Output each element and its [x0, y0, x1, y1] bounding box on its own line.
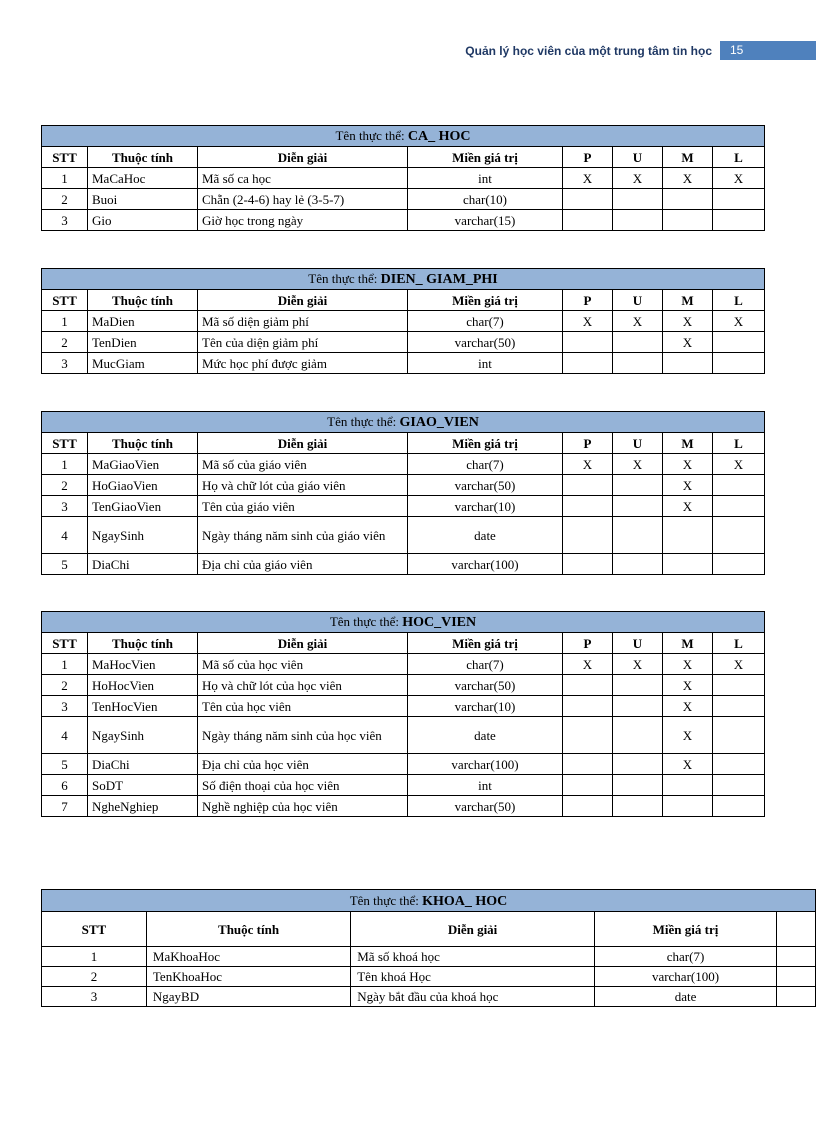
table-cell — [563, 189, 613, 210]
table-cell: char(7) — [408, 311, 563, 332]
entity-name: KHOA_ HOC — [422, 893, 508, 909]
column-header: L — [713, 290, 765, 311]
column-header: STT — [42, 912, 147, 947]
table-row — [42, 332, 765, 353]
entity-table-khoa-hoc — [41, 889, 816, 1007]
column-header: STT — [42, 433, 88, 454]
table-cell: MucGiam — [88, 353, 198, 374]
table-row — [42, 311, 765, 332]
column-header: STT — [42, 147, 88, 168]
table-cell: X — [713, 654, 765, 675]
table-cell: date — [408, 717, 563, 754]
table-cell: Số điện thoại của học viên — [198, 775, 408, 796]
table-cell: Buoi — [88, 189, 198, 210]
entity-name: GIAO_VIEN — [399, 415, 479, 430]
table-cell: Mã số diện giảm phí — [198, 311, 408, 332]
table-cell: NgheNghiep — [88, 796, 198, 817]
table-cell: 5 — [42, 554, 88, 575]
entity-table — [41, 125, 765, 231]
table-cell: char(7) — [408, 654, 563, 675]
table-cell — [713, 717, 765, 754]
table-cell: Họ và chữ lót của học viên — [198, 675, 408, 696]
table-cell: 1 — [42, 311, 88, 332]
table-cell: X — [663, 311, 713, 332]
column-header: P — [563, 433, 613, 454]
table-cell: X — [663, 496, 713, 517]
table-cell: X — [563, 311, 613, 332]
column-header: Thuộc tính — [88, 290, 198, 311]
table-cell: NgaySinh — [88, 717, 198, 754]
table-cell — [713, 517, 765, 554]
column-header: Miền giá trị — [594, 912, 776, 947]
caption-prefix: Tên thực thể: — [349, 892, 419, 908]
table-cell: varchar(50) — [408, 796, 563, 817]
column-header: M — [663, 433, 713, 454]
column-header: Thuộc tính — [88, 633, 198, 654]
column-header: Thuộc tính — [146, 912, 350, 947]
table-row — [42, 987, 816, 1007]
column-header: U — [613, 433, 663, 454]
column-header: Diễn giải — [198, 633, 408, 654]
table-cell: 1 — [42, 168, 88, 189]
table-cell: MaKhoaHoc — [146, 947, 350, 967]
entity-caption — [42, 890, 816, 912]
header-title: Quản lý học viên của một trung tâm tin học — [465, 44, 712, 58]
table-cell — [613, 717, 663, 754]
table-row — [42, 947, 816, 967]
column-header: L — [713, 147, 765, 168]
table-cell: varchar(50) — [408, 332, 563, 353]
table-cell: X — [663, 754, 713, 775]
table-cell: TenHocVien — [88, 696, 198, 717]
table-cell — [713, 696, 765, 717]
table-cell: 1 — [42, 654, 88, 675]
table-cell: Giờ học trong ngày — [198, 210, 408, 231]
table-cell: Mã số của học viên — [198, 654, 408, 675]
column-header: L — [713, 633, 765, 654]
table-cell: TenKhoaHoc — [146, 967, 350, 987]
table-cell — [563, 775, 613, 796]
table-cell: X — [663, 332, 713, 353]
table-cell: 5 — [42, 754, 88, 775]
table-cell: X — [713, 168, 765, 189]
table-row — [42, 696, 765, 717]
caption-prefix: Tên thực thể: — [327, 414, 397, 429]
table-cell: varchar(50) — [408, 675, 563, 696]
table-cell: MaGiaoVien — [88, 454, 198, 475]
table-cell: X — [563, 654, 613, 675]
table-cell: 2 — [42, 675, 88, 696]
table-cell — [613, 332, 663, 353]
table-cell: X — [663, 454, 713, 475]
column-header: P — [563, 633, 613, 654]
table-row — [42, 517, 765, 554]
caption-prefix: Tên thực thể: — [308, 271, 378, 286]
table-cell: Ngày tháng năm sinh của giáo viên — [198, 517, 408, 554]
entity-caption — [42, 269, 765, 290]
table-cell: 7 — [42, 796, 88, 817]
column-header: M — [663, 290, 713, 311]
table-cell: varchar(100) — [408, 554, 563, 575]
table-row — [42, 496, 765, 517]
table-cell — [613, 496, 663, 517]
table-cell — [613, 696, 663, 717]
caption-prefix: Tên thực thể: — [335, 128, 405, 143]
table-cell: X — [713, 311, 765, 332]
table-cell: MaCaHoc — [88, 168, 198, 189]
table-cell — [563, 353, 613, 374]
entity-caption — [42, 612, 765, 633]
entity-table — [41, 411, 765, 575]
table-cell — [563, 554, 613, 575]
table-cell: 3 — [42, 210, 88, 231]
column-header: U — [613, 147, 663, 168]
table-row — [42, 353, 765, 374]
table-row — [42, 189, 765, 210]
table-cell: Nghề nghiệp của học viên — [198, 796, 408, 817]
table-cell: X — [613, 168, 663, 189]
table-cell: X — [563, 454, 613, 475]
entity-caption — [42, 126, 765, 147]
table-cell — [613, 210, 663, 231]
table-cell — [713, 353, 765, 374]
table-cell — [613, 353, 663, 374]
table-cell: char(7) — [594, 947, 776, 967]
table-cell: Gio — [88, 210, 198, 231]
entity-table — [41, 268, 765, 374]
column-header: Miền giá trị — [408, 290, 563, 311]
table-cell: Mã số của giáo viên — [198, 454, 408, 475]
column-header: Miền giá trị — [408, 147, 563, 168]
table-cell — [563, 754, 613, 775]
table-cell: TenDien — [88, 332, 198, 353]
table-cell: int — [408, 168, 563, 189]
table-cell — [663, 796, 713, 817]
table-cell: 3 — [42, 353, 88, 374]
table-cell: Ngày tháng năm sinh của học viên — [198, 717, 408, 754]
table-cell — [713, 775, 765, 796]
table-cell: 4 — [42, 717, 88, 754]
table-cell — [613, 189, 663, 210]
table-cell-clipped — [777, 987, 816, 1007]
column-header: Thuộc tính — [88, 433, 198, 454]
table-cell: Mã số khoá học — [351, 947, 595, 967]
table-row — [42, 210, 765, 231]
table-cell — [563, 675, 613, 696]
entity-table — [41, 611, 765, 817]
table-cell — [613, 554, 663, 575]
table-cell: 1 — [42, 947, 147, 967]
table-cell: date — [408, 517, 563, 554]
column-header: Diễn giải — [198, 147, 408, 168]
column-header: Diễn giải — [198, 290, 408, 311]
table-cell: varchar(100) — [408, 754, 563, 775]
table-cell: X — [613, 454, 663, 475]
table-cell — [563, 696, 613, 717]
table-row — [42, 675, 765, 696]
column-header: M — [663, 147, 713, 168]
table-cell: Địa chỉ của giáo viên — [198, 554, 408, 575]
table-row — [42, 754, 765, 775]
table-cell — [663, 210, 713, 231]
entity-name: CA_ HOC — [407, 129, 471, 144]
table-row — [42, 775, 765, 796]
page-number-badge: 15 — [720, 41, 816, 60]
table-row — [42, 168, 765, 189]
column-header: P — [563, 147, 613, 168]
table-cell: int — [408, 353, 563, 374]
table-cell: X — [663, 168, 713, 189]
table-cell: Tên của học viên — [198, 696, 408, 717]
table-cell: varchar(50) — [408, 475, 563, 496]
table-cell: X — [663, 675, 713, 696]
table-cell — [713, 554, 765, 575]
column-header: Diễn giải — [351, 912, 595, 947]
table-row — [42, 967, 816, 987]
table-cell: X — [663, 475, 713, 496]
table-cell: int — [408, 775, 563, 796]
table-cell — [663, 189, 713, 210]
table-cell — [563, 332, 613, 353]
table-cell — [663, 775, 713, 796]
table-cell: X — [663, 696, 713, 717]
table-cell — [713, 796, 765, 817]
column-header: Miền giá trị — [408, 633, 563, 654]
table-cell: MaDien — [88, 311, 198, 332]
table-cell: X — [713, 454, 765, 475]
table-row — [42, 454, 765, 475]
table-cell — [613, 517, 663, 554]
table-cell: char(10) — [408, 189, 563, 210]
table-cell: Địa chỉ của học viên — [198, 754, 408, 775]
table-cell — [563, 796, 613, 817]
table-cell — [613, 754, 663, 775]
table-cell: SoDT — [88, 775, 198, 796]
table-cell — [663, 554, 713, 575]
table-cell: MaHocVien — [88, 654, 198, 675]
table-cell: 1 — [42, 454, 88, 475]
table-cell — [713, 189, 765, 210]
caption-prefix: Tên thực thể: — [329, 614, 399, 629]
table-cell: 4 — [42, 517, 88, 554]
table-cell — [613, 675, 663, 696]
table-cell — [563, 496, 613, 517]
column-header: U — [613, 290, 663, 311]
table-cell: Tên của giáo viên — [198, 496, 408, 517]
table-cell — [663, 517, 713, 554]
table-cell: TenGiaoVien — [88, 496, 198, 517]
table-cell: HoGiaoVien — [88, 475, 198, 496]
table-cell: DiaChi — [88, 754, 198, 775]
table-cell-clipped — [777, 967, 816, 987]
table-cell — [713, 675, 765, 696]
column-header: Thuộc tính — [88, 147, 198, 168]
table-cell — [713, 210, 765, 231]
table-row — [42, 717, 765, 754]
table-cell: X — [563, 168, 613, 189]
column-header: STT — [42, 290, 88, 311]
table-cell — [713, 496, 765, 517]
table-cell: NgayBD — [146, 987, 350, 1007]
table-cell: 2 — [42, 475, 88, 496]
table-row — [42, 554, 765, 575]
table-cell: varchar(10) — [408, 496, 563, 517]
table-row — [42, 475, 765, 496]
column-header: Diễn giải — [198, 433, 408, 454]
table-cell: varchar(15) — [408, 210, 563, 231]
table-cell-clipped — [777, 947, 816, 967]
table-cell: DiaChi — [88, 554, 198, 575]
table-cell: 3 — [42, 696, 88, 717]
table-cell: 3 — [42, 496, 88, 517]
table-cell: Mã số ca học — [198, 168, 408, 189]
table-cell: 2 — [42, 332, 88, 353]
table-row — [42, 654, 765, 675]
table-cell: Mức học phí được giảm — [198, 353, 408, 374]
table-cell: HoHocVien — [88, 675, 198, 696]
table-cell — [563, 517, 613, 554]
table-cell: 2 — [42, 967, 147, 987]
entity-name: DIEN_ GIAM_PHI — [380, 272, 498, 287]
table-cell: NgaySinh — [88, 517, 198, 554]
table-cell: 2 — [42, 189, 88, 210]
table-cell: X — [613, 311, 663, 332]
table-cell: varchar(100) — [594, 967, 776, 987]
entity-name: HOC_VIEN — [402, 615, 477, 630]
table-row — [42, 796, 765, 817]
table-cell — [663, 353, 713, 374]
table-cell: Chẵn (2-4-6) hay lẻ (3-5-7) — [198, 189, 408, 210]
table-cell: varchar(10) — [408, 696, 563, 717]
table-cell — [613, 796, 663, 817]
column-header: M — [663, 633, 713, 654]
table-cell: char(7) — [408, 454, 563, 475]
column-header: L — [713, 433, 765, 454]
table-cell — [713, 754, 765, 775]
column-header-clipped — [777, 912, 816, 947]
table-cell: 6 — [42, 775, 88, 796]
table-cell — [563, 475, 613, 496]
table-cell — [613, 475, 663, 496]
table-cell — [563, 210, 613, 231]
table-cell: Tên của diện giảm phí — [198, 332, 408, 353]
table-cell — [713, 332, 765, 353]
column-header: U — [613, 633, 663, 654]
table-cell — [613, 775, 663, 796]
table-cell: X — [663, 654, 713, 675]
column-header: P — [563, 290, 613, 311]
table-cell: date — [594, 987, 776, 1007]
table-cell: X — [663, 717, 713, 754]
table-cell — [563, 717, 613, 754]
column-header: STT — [42, 633, 88, 654]
table-cell: X — [613, 654, 663, 675]
table-cell — [713, 475, 765, 496]
table-cell: Ngày bắt đầu của khoá học — [351, 987, 595, 1007]
entity-caption — [42, 412, 765, 433]
table-cell: 3 — [42, 987, 147, 1007]
table-cell: Tên khoá Học — [351, 967, 595, 987]
column-header: Miền giá trị — [408, 433, 563, 454]
table-cell: Họ và chữ lót của giáo viên — [198, 475, 408, 496]
